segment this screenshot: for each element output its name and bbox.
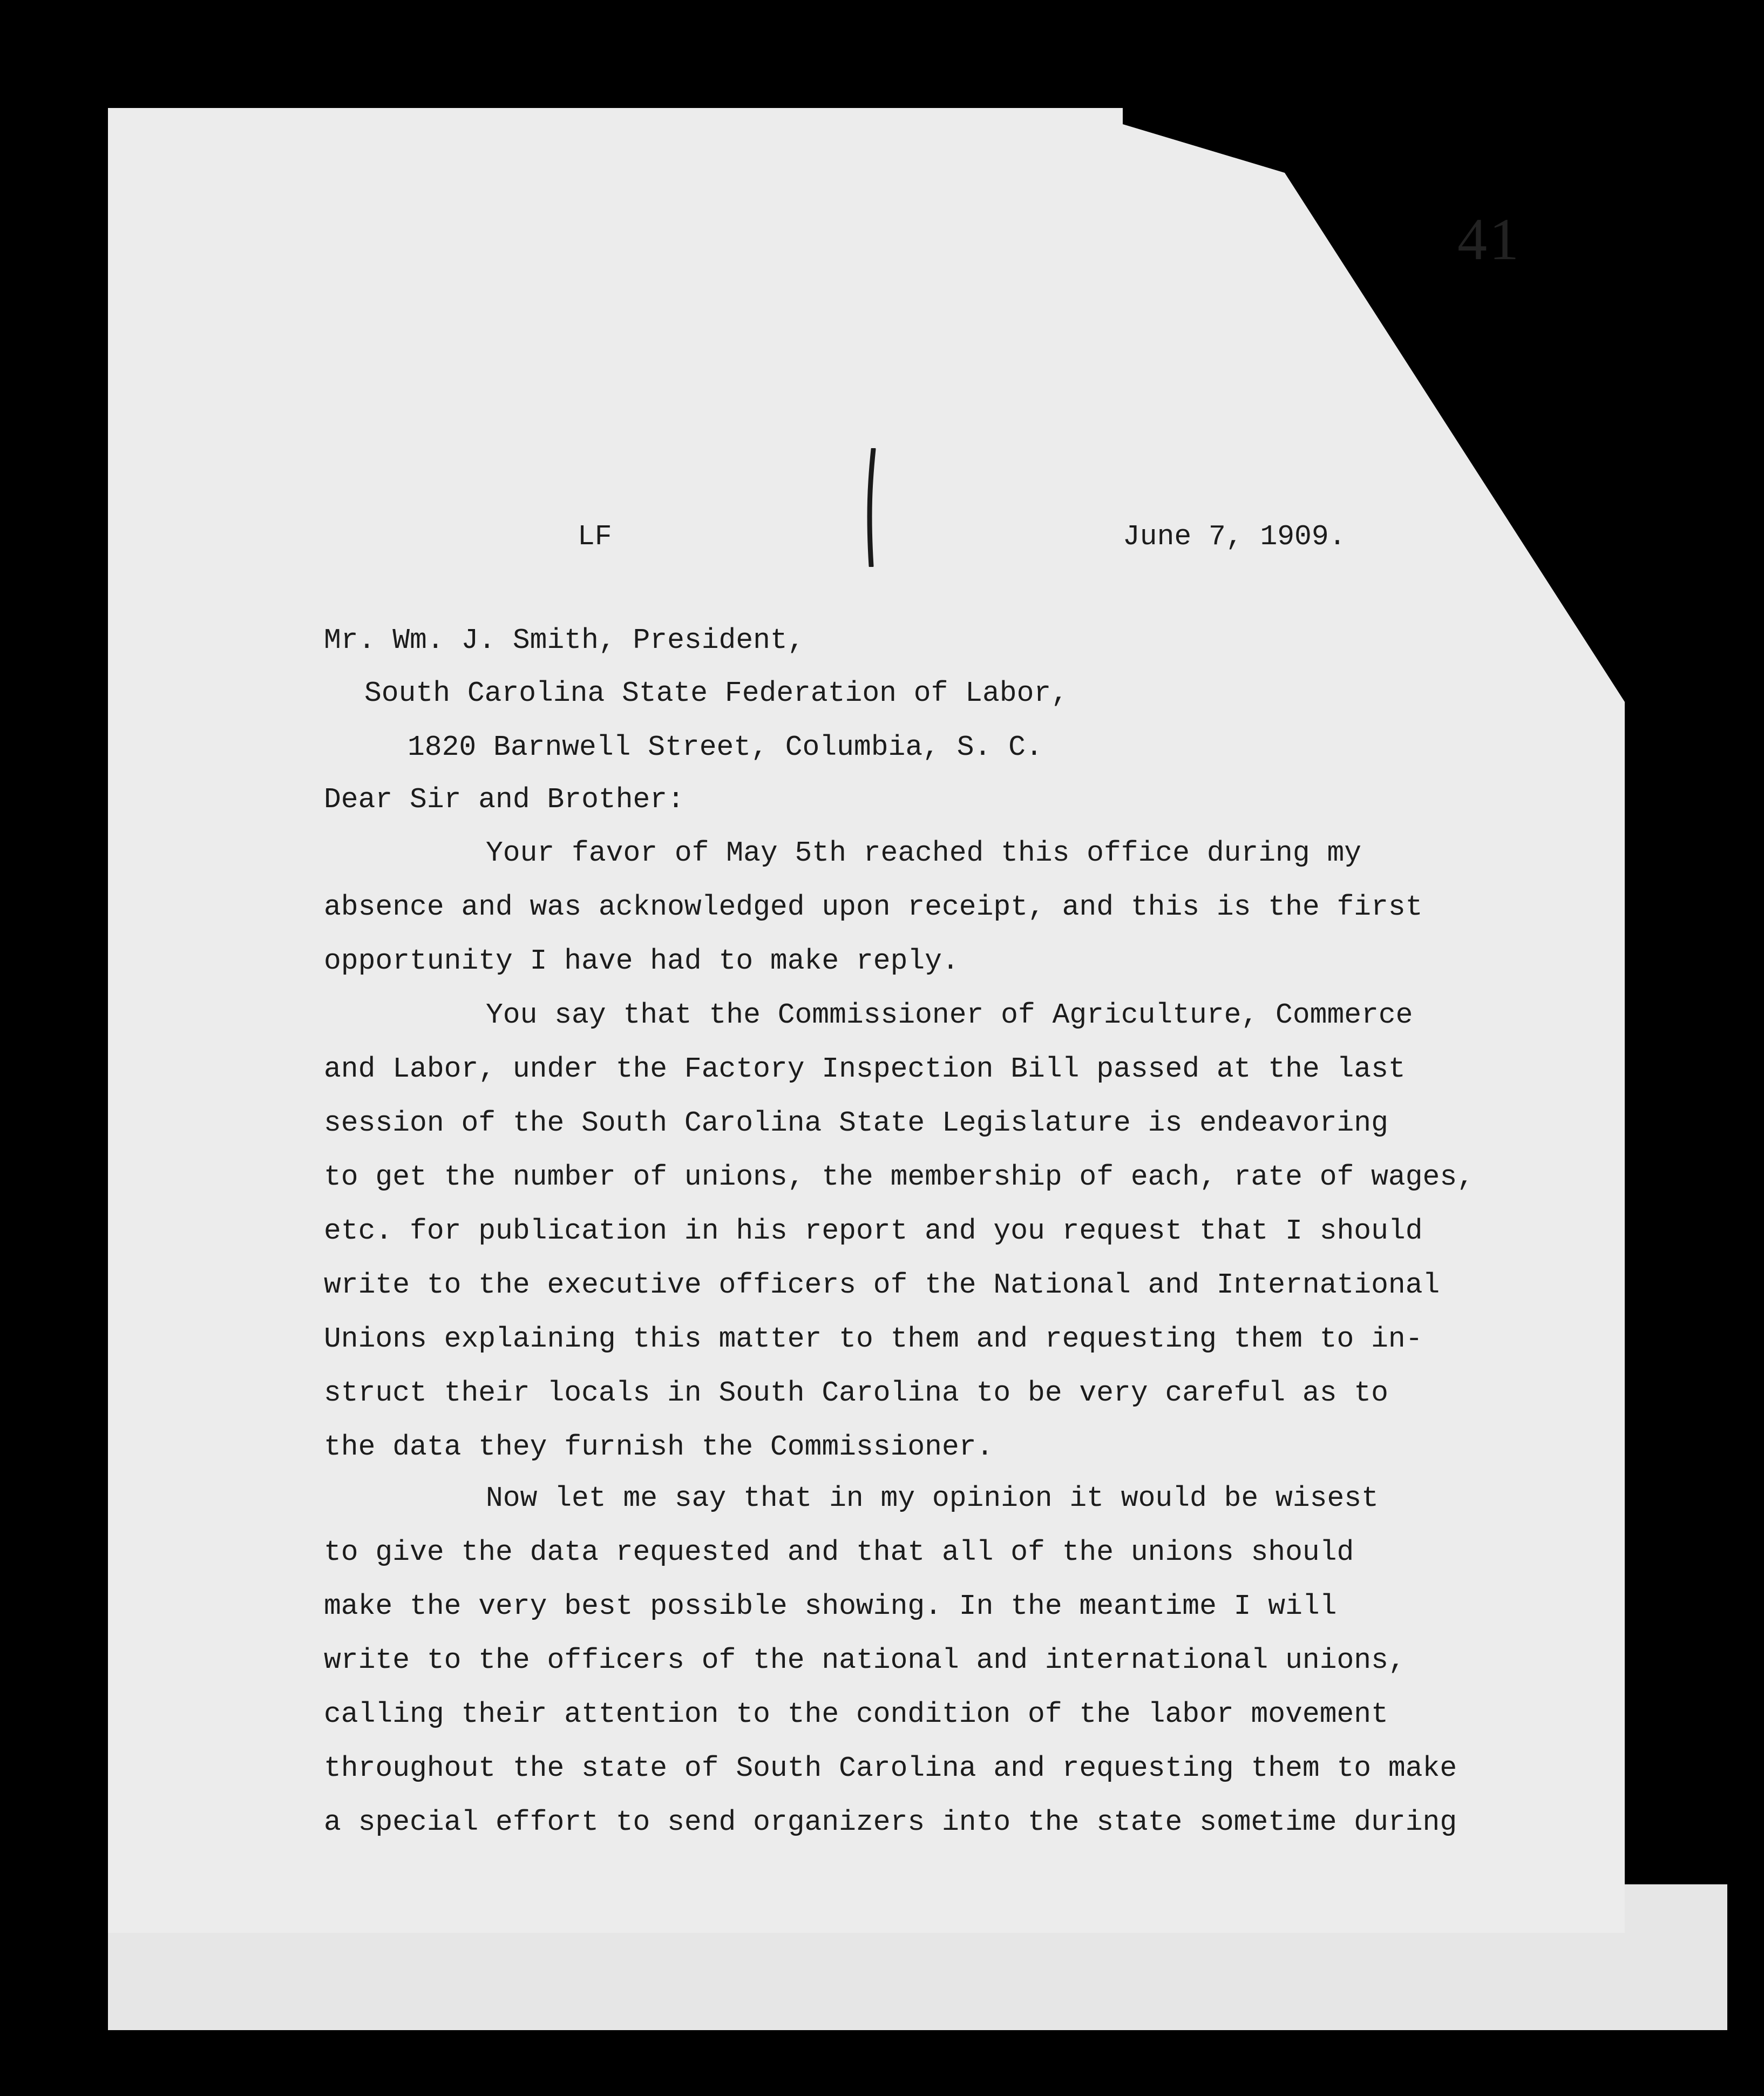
paragraph-line: Now let me say that in my opinion it would be wisest — [486, 1482, 1379, 1514]
salutation: Dear Sir and Brother: — [324, 783, 684, 816]
paragraph-line: struct their locals in South Carolina to be very careful as to — [324, 1377, 1388, 1409]
paragraph-line: etc. for publication in his report and you request that I should — [324, 1215, 1423, 1247]
paragraph-line: write to the officers of the national and international unions, — [324, 1644, 1406, 1676]
paragraph-line: to give the data requested and that all of the unions should — [324, 1536, 1354, 1568]
paragraph-line: write to the executive officers of the National and International — [324, 1269, 1440, 1301]
paragraph-line: make the very best possible showing. In the meantime I will — [324, 1590, 1337, 1622]
page-number: 41 — [1457, 206, 1521, 272]
paragraph-line: the data they furnish the Commissioner. — [324, 1431, 994, 1463]
paragraph-3 — [324, 1471, 1457, 1849]
paragraph-line: throughout the state of South Carolina and requesting them to make — [324, 1752, 1457, 1784]
paragraph-line: absence and was acknowledged upon receipt, and this is the first — [324, 891, 1423, 923]
paragraph-line: opportunity I have had to make reply. — [324, 945, 959, 977]
paragraph-line: a special effort to send organizers into the state sometime during — [324, 1806, 1457, 1838]
initials: LF — [578, 520, 612, 553]
paragraph-line: and Labor, under the Factory Inspection Bill passed at the last — [324, 1053, 1406, 1085]
paragraph-line: calling their attention to the condition of the labor movement — [324, 1698, 1388, 1730]
pencil-mark-icon — [864, 448, 880, 567]
address-line-3: 1820 Barnwell Street, Columbia, S. C. — [408, 731, 1043, 763]
address-line-1: Mr. Wm. J. Smith, President, — [324, 624, 805, 657]
paragraph-line: Your favor of May 5th reached this office during my — [486, 837, 1362, 869]
paragraph-1 — [324, 826, 1423, 988]
paragraph-line: to get the number of unions, the membership of each, rate of wages, — [324, 1161, 1474, 1193]
letter-date: June 7, 1909. — [1123, 520, 1346, 553]
paragraph-line: session of the South Carolina State Legislature is endeavoring — [324, 1107, 1388, 1139]
paragraph-line: Unions explaining this matter to them and requesting them to in- — [324, 1323, 1423, 1355]
address-line-2: South Carolina State Federation of Labor, — [364, 677, 1069, 709]
paragraph-2 — [324, 988, 1474, 1474]
paragraph-line: You say that the Commissioner of Agriculture, Commerce — [486, 999, 1413, 1031]
